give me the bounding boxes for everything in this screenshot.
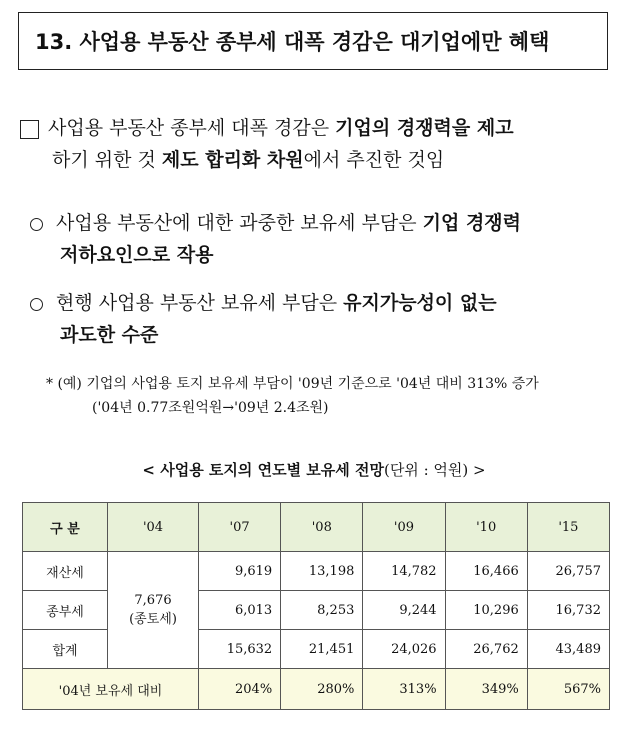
ratio-cell: 204% — [199, 669, 281, 710]
table-cell: 21,451 — [281, 630, 363, 669]
table-header: '07 — [199, 503, 281, 552]
ratio-label: '04년 보유세 대비 — [23, 669, 199, 710]
table-cell: 14,782 — [363, 552, 445, 591]
table-cell: 9,619 — [199, 552, 281, 591]
table-header: '08 — [281, 503, 363, 552]
bullet1-emphasis: 기업 경쟁력 — [422, 212, 522, 234]
table-header: '09 — [363, 503, 445, 552]
table-header: 구 분 — [23, 503, 108, 552]
table-cell: 26,762 — [445, 630, 527, 669]
table-cell: 8,253 — [281, 591, 363, 630]
merged-04-cell — [108, 552, 199, 669]
paragraph-main — [48, 112, 514, 176]
ratio-row — [23, 669, 610, 710]
table-cell: 9,244 — [363, 591, 445, 630]
ratio-cell: 313% — [363, 669, 445, 710]
footnote-line-2: ('04년 0.77조원억원→'09년 2.4조원) — [92, 400, 329, 416]
row-label: 종부세 — [23, 591, 108, 630]
caption-unit: (단위 : 억원) > — [383, 461, 486, 479]
ratio-cell: 280% — [281, 669, 363, 710]
caption-title: < 사업용 토지의 연도별 보유세 전망 — [142, 461, 384, 479]
table-cell: 26,757 — [527, 552, 609, 591]
table-caption — [0, 459, 628, 480]
circle-bullet-icon — [30, 218, 43, 231]
bullet1-text: 사업용 부동산에 대한 과중한 보유세 부담은 — [56, 212, 423, 234]
table-cell: 16,732 — [527, 591, 609, 630]
table-cell: 10,296 — [445, 591, 527, 630]
para1-text-3: 에서 추진한 것임 — [303, 149, 445, 171]
para1-emphasis: 기업의 경쟁력을 제고 — [335, 117, 514, 139]
table-row — [23, 552, 610, 591]
bullet2-emphasis: 유지가능성이 없는 — [343, 292, 497, 314]
table-cell: 24,026 — [363, 630, 445, 669]
table-header: '15 — [527, 503, 609, 552]
para1-text-2: 하기 위한 것 — [52, 149, 162, 171]
circle-bullet-icon — [30, 298, 43, 311]
ratio-cell: 567% — [527, 669, 609, 710]
tax-table — [22, 502, 610, 710]
table-header-row — [23, 503, 610, 552]
table-cell: 43,489 — [527, 630, 609, 669]
table-header: '04 — [108, 503, 199, 552]
table-cell: 13,198 — [281, 552, 363, 591]
table-cell: 6,013 — [199, 591, 281, 630]
bullet-item-1 — [56, 207, 521, 271]
merged-04-note: (종토세) — [129, 612, 177, 627]
table-cell: 15,632 — [199, 630, 281, 669]
para1-emphasis-2: 제도 합리화 차원 — [161, 149, 304, 171]
row-label: 재산세 — [23, 552, 108, 591]
ratio-cell: 349% — [445, 669, 527, 710]
merged-04-value: 7,676 — [134, 593, 172, 608]
bullet1-emphasis-2: 저하요인으로 작용 — [60, 244, 214, 266]
bullet-item-2 — [56, 287, 497, 351]
row-label: 합계 — [23, 630, 108, 669]
footnote-line-1: * (예) 기업의 사업용 토지 보유세 부담이 '09년 기준으로 '04년 대비 313% 증가 — [46, 376, 539, 392]
bullet2-text: 현행 사업용 부동산 보유세 부담은 — [56, 292, 344, 314]
bullet2-emphasis-2: 과도한 수준 — [60, 324, 159, 346]
footnote — [46, 372, 539, 420]
para1-text: 사업용 부동산 종부세 대폭 경감은 — [48, 117, 336, 139]
table-cell: 16,466 — [445, 552, 527, 591]
table-header: '10 — [445, 503, 527, 552]
square-bullet-icon — [20, 120, 39, 139]
page-title: 13. 사업용 부동산 종부세 대폭 경감은 대기업에만 혜택 — [18, 12, 608, 70]
